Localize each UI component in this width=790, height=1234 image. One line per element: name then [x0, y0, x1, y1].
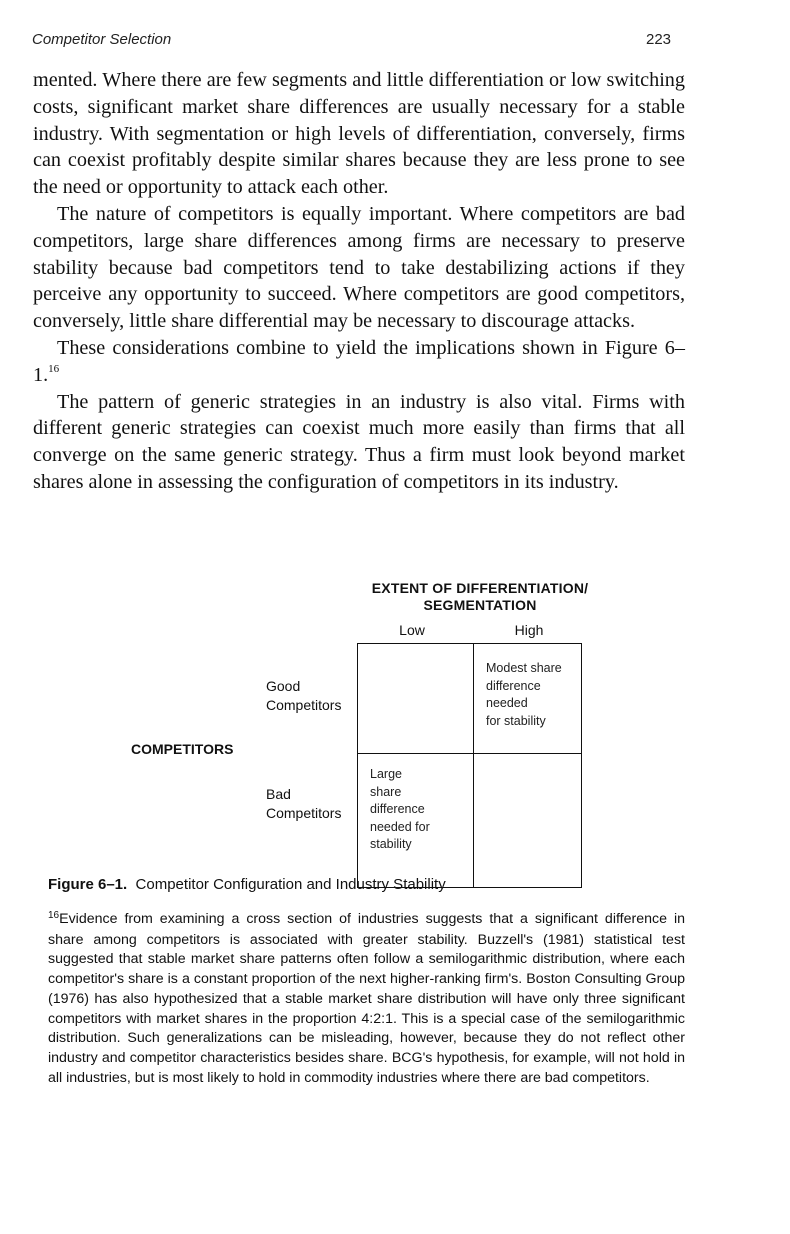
row-label-bad-competitors	[266, 785, 341, 823]
footnote-paragraph	[48, 910, 685, 1088]
body-text	[33, 67, 685, 496]
figure-caption-text: Competitor Configuration and Industry Stability	[135, 876, 446, 893]
cell-line: needed for	[370, 819, 430, 834]
cell-line: for stability	[486, 713, 546, 728]
paragraph: The pattern of generic strategies in an industry is also vital. Firms with different generic strategies can coexist much more easily than firms that all converge on the same generic strategy. Thus a firm must look beyond market shares alone in assessing the configuration of competitors in its industry.	[33, 390, 685, 493]
footnote	[48, 910, 685, 1088]
column-label-low: Low	[399, 622, 425, 638]
figure-column-axis-title	[330, 580, 630, 614]
figure-caption	[48, 876, 446, 893]
paragraph: The nature of competitors is equally important. Where competitors are bad competitors, large share differences among firms are necessary to preserve stability because bad competitors tend to take destabilizing actions if they perceive any opportunity to succeed. Where competitors are good competitors, conversely, little share differential may be necessary to discourage attacks.	[33, 202, 685, 333]
footnote-text: Evidence from examining a cross section of industries suggests that a significant difference in share among competitors is associated with greater stability. Buzzell's (1981) statistical test suggested that stable market share patterns often follow a semilogarithmic distribution, where each competitor's share is a constant proportion of the next higher-ranking firm's. Boston Consulting Group (1976) has also hypothesized that a stable market share distribution will have only three significant competitors with market shares in the proportion 4:2:1. This is a special case of the semilogarithmic distribution. Such generalizations can be misleading, however, because they do not reflect other industry and competitor characteristics besides share. BCG's hypothesis, for example, will not hold in all industries, but is most likely to hold in commodity industries where there are bad competitors.	[48, 911, 685, 1086]
running-head: Competitor Selection	[32, 31, 172, 48]
figure-matrix	[357, 643, 582, 888]
figure-title-line: SEGMENTATION	[423, 597, 537, 613]
cell-line: Large	[370, 767, 402, 781]
row-label-line: Bad	[266, 786, 291, 802]
cell-line: needed	[486, 696, 528, 710]
matrix-divider-horizontal	[358, 753, 581, 754]
column-label-high: High	[514, 622, 544, 638]
figure-number: Figure 6–1.	[48, 876, 128, 893]
paragraph: mented. Where there are few segments and little differentiation or low switching costs, significant market share differences are usually necessary for a stable industry. With segmentation or high levels of differentiation, conversely, firms can coexist profitably despite similar shares because they are less prone to see the need or opportunity to attack each other.	[33, 69, 685, 199]
row-label-good-competitors	[266, 677, 341, 715]
row-label-line: Competitors	[266, 805, 342, 821]
figure-row-axis-title: COMPETITORS	[131, 741, 234, 757]
footnote-reference: 16	[48, 363, 60, 376]
paragraph	[33, 335, 685, 389]
page-number: 223	[646, 31, 672, 48]
footnote-marker: 16	[48, 910, 60, 921]
cell-line: difference	[370, 802, 425, 816]
cell-bad-low	[370, 766, 468, 854]
cell-line: share	[370, 784, 402, 799]
paragraph-text: These considerations combine to yield the implications shown in Figure 6–1.	[33, 336, 685, 386]
matrix-divider-vertical	[473, 644, 474, 887]
cell-line: stability	[370, 837, 412, 851]
cell-line: difference	[486, 678, 541, 693]
cell-line: Modest share	[486, 661, 562, 675]
row-label-line: Good	[266, 678, 301, 694]
cell-good-high	[486, 660, 578, 730]
row-label-line: Competitors	[266, 697, 342, 713]
figure-title-line: EXTENT OF DIFFERENTIATION/	[371, 580, 589, 596]
